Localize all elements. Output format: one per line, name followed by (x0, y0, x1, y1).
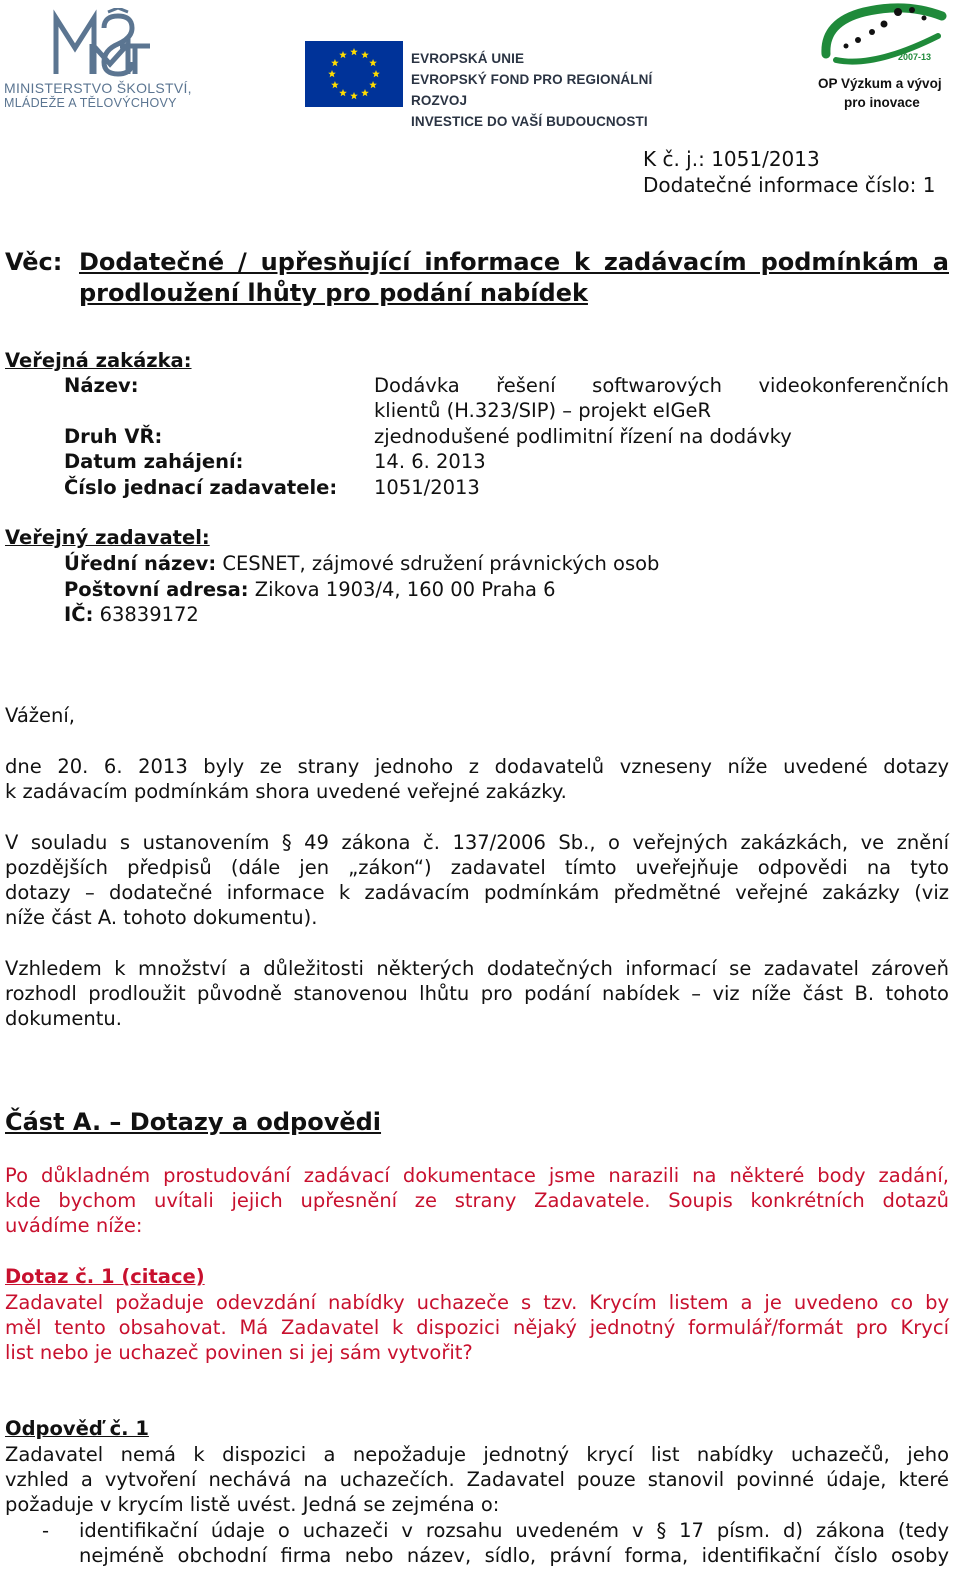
contracting-ref-label: Číslo jednací zadavatele: (64, 476, 338, 499)
reference-number: K č. j.: 1051/2013 (643, 147, 820, 171)
contract-heading: Veřejná zakázka: (5, 349, 192, 372)
paragraph-line: k zadávacím podmínkám shora uvedené veřejné zakázky. (5, 780, 567, 803)
authority-ic-label: IČ: (64, 603, 94, 626)
eu-flag-icon (305, 41, 403, 107)
authority-name-label: Úřední název: (64, 552, 217, 575)
paragraph-line: pozdějších předpisů (dále jen „zákon“) zadavatel tímto uveřejňuje odpovědi na tyto (5, 856, 949, 879)
paragraph-line: dokumentu. (5, 1007, 122, 1030)
question-1-line: list nebo je uchazeč povinen si jej sám vytvořit? (5, 1341, 473, 1364)
contract-name-word: videokonferenčních (758, 374, 949, 397)
salutation: Vážení, (5, 704, 75, 727)
eu-line1: EVROPSKÁ UNIE (411, 51, 525, 66)
msmt-name-line1: MINISTERSTVO ŠKOLSTVÍ, (4, 80, 192, 96)
bullet-line: nejméně obchodní firma nebo název, sídlo, právní forma, identifikační číslo osoby (79, 1544, 949, 1567)
msmt-monogram-icon (0, 8, 205, 83)
start-date-label: Datum zahájení: (64, 450, 244, 473)
answer-1-heading: Odpověď č. 1 (5, 1417, 149, 1440)
procurement-type-value: zjednodušené podlimitní řízení na dodávky (374, 425, 792, 448)
bullet-marker: - (42, 1519, 50, 1542)
paragraph-line: Vzhledem k množství a důležitosti některých dodatečných informací se zadavatel zároveň (5, 957, 949, 980)
question-1-line: měl tento obsahovat. Má Zadavatel k dispozici nějaký jednotný formulář/formát pro Krycí (5, 1316, 949, 1339)
paragraph-line: níže část A. tohoto dokumentu). (5, 906, 318, 929)
contract-name-word: řešení (496, 374, 556, 397)
question-intro-line: Po důkladném prostudování zadávací dokumentace jsme narazili na některé body zadání, (5, 1164, 949, 1187)
question-1-line: Zadavatel požaduje odevzdání nabídky uchazeče s tzv. Krycím listem a je uvedeno co by (5, 1291, 949, 1314)
op-swoosh-icon (814, 2, 956, 78)
question-intro-line: uvádíme níže: (5, 1214, 143, 1237)
answer-1-line: Zadavatel nemá k dispozici a nepožaduje jednotný krycí list nabídky uchazečů, jeho (5, 1443, 949, 1466)
authority-address-value: Zikova 1903/4, 160 00 Praha 6 (248, 577, 556, 601)
eu-line3: INVESTICE DO VAŠÍ BUDOUCNOSTI (411, 114, 648, 129)
subject-line2: prodloužení lhůty pro podání nabídek (79, 279, 588, 307)
op-line2: pro inovace (844, 95, 920, 110)
start-date-value: 14. 6. 2013 (374, 450, 486, 473)
answer-1-line: požaduje v krycím listě uvést. Jedná se zejména o: (5, 1493, 500, 1516)
authority-name-value: CESNET, zájmové sdružení právnických osob (216, 552, 660, 575)
paragraph-line: V souladu s ustanovením § 49 zákona č. 137/2006 Sb., o veřejných zakázkách, ve znění (5, 831, 949, 854)
contract-name-line2: klientů (H.323/SIP) – projekt eIGeR (374, 399, 712, 422)
question-intro-line: kde bychom uvítali jejich upřesnění ze strany Zadavatele. Soupis konkrétních dotazů (5, 1189, 949, 1212)
contract-name-word: softwarových (592, 374, 722, 397)
procurement-type-label: Druh VŘ: (64, 425, 163, 448)
eu-logo (305, 40, 695, 129)
contracting-ref-value: 1051/2013 (374, 476, 480, 499)
paragraph-line: dotazy – dodatečné informace k zadávacím podmínkám předmětné veřejné zakázky (viz (5, 881, 949, 904)
authority-name (64, 551, 659, 577)
contract-name-word: Dodávka (374, 374, 460, 397)
subject-line1: Dodatečné / upřesňující informace k zadávacím podmínkám a (79, 248, 949, 276)
answer-1-line: vzhled a vytvoření nechává na uchazečích. Zadavatel pouze stanovil povinné údaje, které (5, 1468, 949, 1491)
paragraph-line: dne 20. 6. 2013 byly ze strany jednoho z dodavatelů vzneseny níže uvedené dotazy (5, 755, 949, 778)
paragraph-line: rozhodl prodloužit původně stanovenou lhůtu pro podání nabídek – viz níže část B. tohoto (5, 982, 949, 1005)
bullet-line: identifikační údaje o uchazeči v rozsahu uvedeném v § 17 písm. d) zákona (tedy (79, 1519, 949, 1542)
additional-info-number: Dodatečné informace číslo: 1 (643, 173, 936, 197)
msmt-name-line2: MLÁDEŽE A TĚLOVÝCHOVY (4, 96, 177, 110)
eu-line2: EVROPSKÝ FOND PRO REGIONÁLNÍ ROZVOJ (411, 72, 653, 108)
subject-label: Věc: (5, 248, 63, 276)
authority-address-label: Poštovní adresa: (64, 577, 249, 601)
op-line1: OP Výzkum a vývoj (818, 76, 942, 91)
authority-ic-value: 63839172 (93, 603, 199, 626)
authority-heading: Veřejný zadavatel: (5, 526, 210, 549)
authority-address (64, 577, 659, 603)
op-vavpi-logo (814, 2, 956, 112)
part-a-heading: Část A. – Dotazy a odpovědi (5, 1108, 382, 1136)
authority-ic (64, 602, 659, 628)
question-1-heading: Dotaz č. 1 (citace) (5, 1265, 205, 1288)
msmt-logo (0, 8, 205, 110)
contract-name-line1 (374, 374, 949, 397)
contract-name-label: Název: (64, 374, 139, 397)
op-years: 2007-13 (898, 52, 932, 62)
